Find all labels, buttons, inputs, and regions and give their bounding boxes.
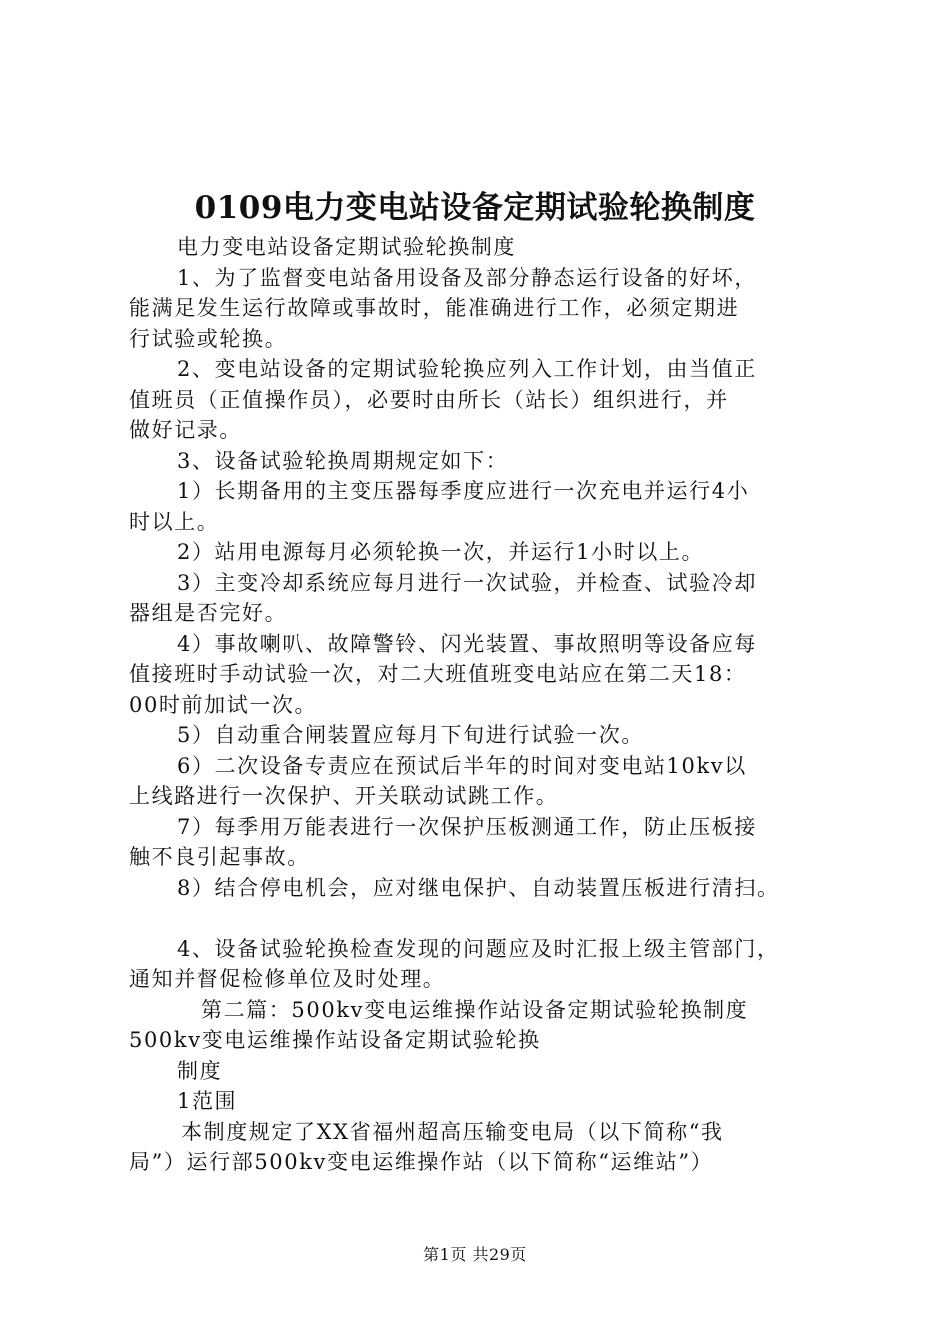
paragraph-line: 00时前加试一次。	[129, 692, 318, 717]
paragraph-line: 7）每季用万能表进行一次保护压板测通工作，防止压板接	[177, 814, 757, 839]
paragraph-line: 上线路进行一次保护、开关联动试跳工作。	[129, 784, 559, 808]
paragraph-line: 时以上。	[129, 509, 220, 534]
paragraph-line: 值接班时手动试验一次，对二大班值班变电站应在第二天18：	[129, 662, 747, 686]
paragraph-line: 能满足发生运行故障或事故时，能准确进行工作，必须定期进	[129, 296, 740, 320]
paragraph-line: 1、为了监督变电站备用设备及部分静态运行设备的好坏，	[177, 265, 757, 290]
paragraph-line: 5）自动重合闸装置应每月下旬进行试验一次。	[177, 723, 644, 747]
page-footer: 第1页 共29页	[423, 1245, 527, 1264]
document-body	[129, 232, 829, 1178]
paragraph-line: 2、变电站设备的定期试验轮换应列入工作计划，由当值正	[177, 357, 757, 381]
section-number-line: 1范围	[177, 1089, 238, 1113]
paragraph-line: 6）二次设备专责应在预试后半年的时间对变电站10kv以	[177, 753, 747, 778]
paragraph-line: 局”）运行部500kv变电运维操作站（以下简称“运维站”）	[129, 1150, 714, 1174]
paragraph-line: 触不良引起事故。	[129, 845, 310, 869]
paragraph-line: 行试验或轮换。	[129, 326, 288, 351]
paragraph-line: 本制度规定了XX省福州超高压输变电局（以下简称“我	[181, 1119, 724, 1144]
paragraph-line: 3）主变冷却系统应每月进行一次试验，并检查、试验冷却	[177, 570, 757, 595]
paragraph-line: 500kv变电运维操作站设备定期试验轮换	[129, 1028, 541, 1052]
paragraph-line: 制度	[177, 1058, 223, 1083]
paragraph-line: 电力变电站设备定期试验轮换制度	[177, 235, 516, 259]
blank-line	[129, 903, 829, 934]
paragraph-line: 通知并督促检修单位及时处理。	[129, 967, 446, 991]
section-heading-line: 第二篇：500kv变电运维操作站设备定期试验轮换制度	[201, 997, 749, 1022]
paragraph-line: 器组是否完好。	[129, 601, 288, 625]
paragraph-line: 做好记录。	[129, 418, 242, 442]
paragraph-line: 值班员（正值操作员），必要时由所长（站长）组织进行，并	[129, 387, 729, 412]
paragraph-line: 2）站用电源每月必须轮换一次，并运行1小时以上。	[177, 540, 705, 564]
document-title: 0109电力变电站设备定期试验轮换制度	[194, 190, 756, 226]
paragraph-line: 4、设备试验轮换检查发现的问题应及时汇报上级主管部门，	[177, 936, 780, 961]
paragraph-line: 1）长期备用的主变压器每季度应进行一次充电并运行4小	[177, 479, 750, 503]
paragraph-line: 3、设备试验轮换周期规定如下：	[177, 448, 509, 473]
paragraph-line: 4）事故喇叭、故障警铃、闪光装置、事故照明等设备应每	[177, 631, 757, 656]
paragraph-line: 8）结合停电机会，应对继电保护、自动装置压板进行清扫。	[177, 875, 780, 900]
